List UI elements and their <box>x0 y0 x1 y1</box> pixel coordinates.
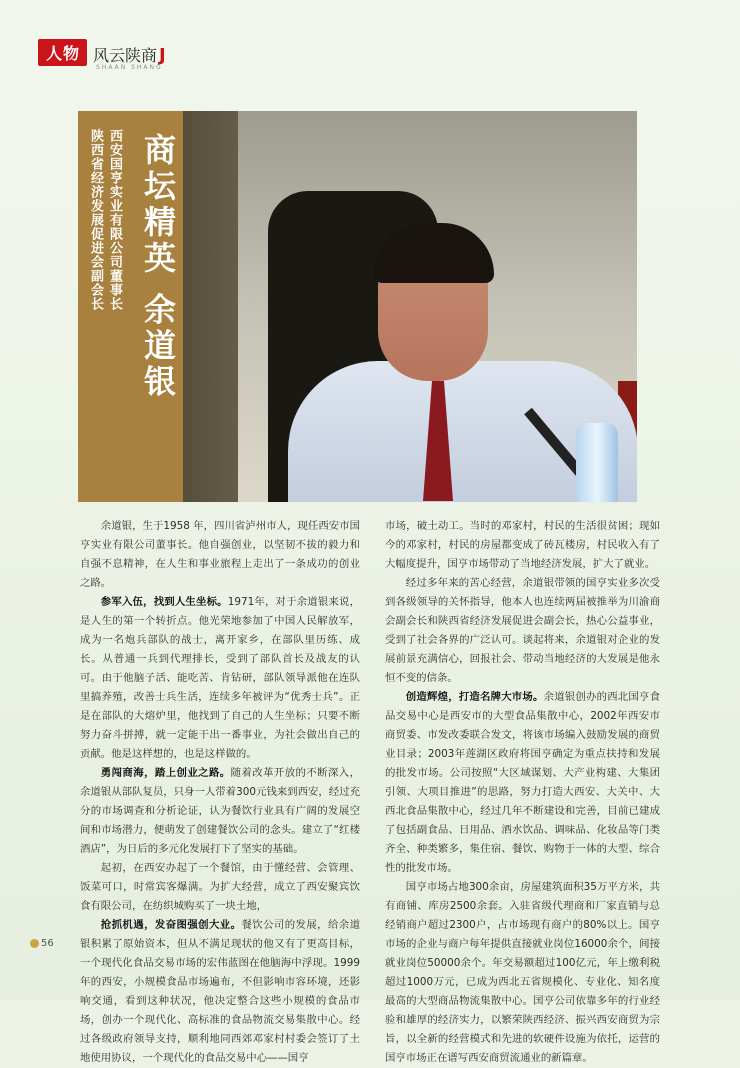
paragraph: 余道银，生于1958 年，四川省泸州市人，现任西安市国亨实业有限公司董事长。他自强创业，以坚韧不拔的毅力和自强不息精神，在人生和事业旅程上走出了一条成功的创业之路。 <box>80 520 360 589</box>
title-position-1: 陕西省经济发展促进会副会长 <box>88 129 103 311</box>
column-name: 风云陕商 <box>93 46 158 65</box>
title-position-2: 西安国亨实业有限公司董事长 <box>107 129 122 311</box>
paragraph-lead: 创造辉煌，打造名牌大市场。 <box>405 691 544 703</box>
water-bottle-icon <box>576 423 618 502</box>
section-header <box>38 40 166 66</box>
paragraph: 市场，破土动工。当时的邓家村，村民的生活很贫困；现如今的邓家村，村民的房屋都变成了砖瓦楼房，村民收入有了大幅度提升，国亨市场带动了当地经济发展，扩大了就业。 <box>385 520 660 570</box>
paragraph: 参军入伍，找到人生坐标。1971年，对于余道银来说，是人生的第一个转折点。他光荣地参加了中国人民解放军，成为一名炮兵部队的战士，离开家乡，在部队里历练、成长。从普通一兵到代理排长，受到了部队首长及战友的认可。由于他脑子活、能吃苦、肯钻研，部队领导派他在连队里搞养殖，改善士兵生活，连续多年被评为“优秀士兵”。正是在部队的大熔炉里，他找到了自己的人生坐标；只要不断努力奋斗拼搏，就一定能干出一番事业，为社会做出自己的贡献。他是这样想的，也是这样做的。 <box>80 596 361 760</box>
column-subtitle: SHAAN SHANG <box>96 64 163 71</box>
paragraph: 勇闯商海，踏上创业之路。随着改革开放的不断深入，余道银从部队复员，只身一人带着300元钱来到西安，经过充分的市场调查和分析论证，认为餐饮行业具有广阔的发展空间和市场潜力，便萌发了创建餐饮公司的念头。建立了“红楼酒店”，为日后的多元化发展打下了坚实的基础。 <box>80 767 361 855</box>
article-left-column <box>80 517 360 1068</box>
paragraph-lead: 抢抓机遇，发奋图强创大业。 <box>100 919 242 931</box>
page-number: 56 <box>30 938 54 949</box>
paragraph: 国亨市场占地300余亩，房屋建筑面积35万平方米，共有商铺、库房2500余套。入驻省级代理商和厂家直销与总经销商户超过2300户，占市场现有商户的80%以上。国亨市场的企业与商户每年提供直接就业岗位16000余个，间接就业岗位50000余个。年交易额超过100亿元，年上缴利税超过1000万元，已成为西北五省规模化、专业化、知名度最高的大型商品物流集散中心。国亨公司依靠多年的行业经验和雄厚的经济实力，以繁荣陕西经济、振兴西安商贸为宗旨，以全新的经营模式和先进的软硬件设施为依托，运营的国亨市场正在谱写西安商贸流通业的新篇章。 <box>385 881 660 1064</box>
paragraph: 创造辉煌，打造名牌大市场。余道银创办的西北国亨食品交易中心是西安市的大型食品集散中心，2002年西安市商贸委、市发改委联合发文，将该市场编入鼓励发展的商贸业目录；2003年莲湖区政府将国亨确定为重点扶持和发展的批发市场。公司按照“大区域谋划、大产业构建、大集团引领、大项目推进”的思路，努力打造大西安、大关中、大西北食品集散中心，经过几年不断建设和完善，目前已建成了包括副食品、日用品、酒水饮品、调味品、化妆品等门类齐全、种类繁多，集住宿、餐饮、购物于一体的大型、综合性的批发市场。 <box>385 691 661 874</box>
paragraph: 起初，在西安办起了一个餐馆，由于懂经营、会管理、饭菜可口，时常宾客爆满。为扩大经营，成立了西安聚宾饮食有限公司，在纺织城购买了一块土地， <box>80 862 360 912</box>
title-band <box>78 111 183 502</box>
headline: 商坛精英 余道银 <box>139 133 177 401</box>
page-marker-icon <box>30 939 39 948</box>
section-tag: 人物 <box>38 39 87 66</box>
article-right-column <box>385 517 660 1068</box>
paragraph: 经过多年来的苦心经营，余道银带领的国亨实业多次受到各级领导的关怀指导，他本人也连续两届被推举为川渝商会副会长和陕西省经济发展促进会副会长，热心公益事业，受到了社会各界的广泛认可。谈起将来，余道银对企业的发展前景充满信心，回报社会、带动当地经济的大发展是他永恒不变的信条。 <box>385 577 660 684</box>
column-mark: J <box>159 45 166 66</box>
paragraph: 抢抓机遇，发奋图强创大业。餐饮公司的发展，给余道银积累了原始资本，但从不满足现状的他又有了更高目标，一个现代化食品交易市场的宏伟蓝图在他脑海中浮现。1999年的西安，小规模食品市场遍布，不但影响市容环境，还影响交通，看到这种状况，他决定整合这些小规模的食品市场，创办一个现代化、高标准的食品物流交易集散中心。经过各级政府领导支持，顺利地同西郊邓家村村委会签订了土地使用协议，一个现代化的食品交易中心——国亨 <box>80 919 361 1064</box>
paragraph-lead: 勇闯商海，踏上创业之路。 <box>100 767 231 779</box>
paragraph-lead: 参军入伍，找到人生坐标。 <box>100 596 228 608</box>
